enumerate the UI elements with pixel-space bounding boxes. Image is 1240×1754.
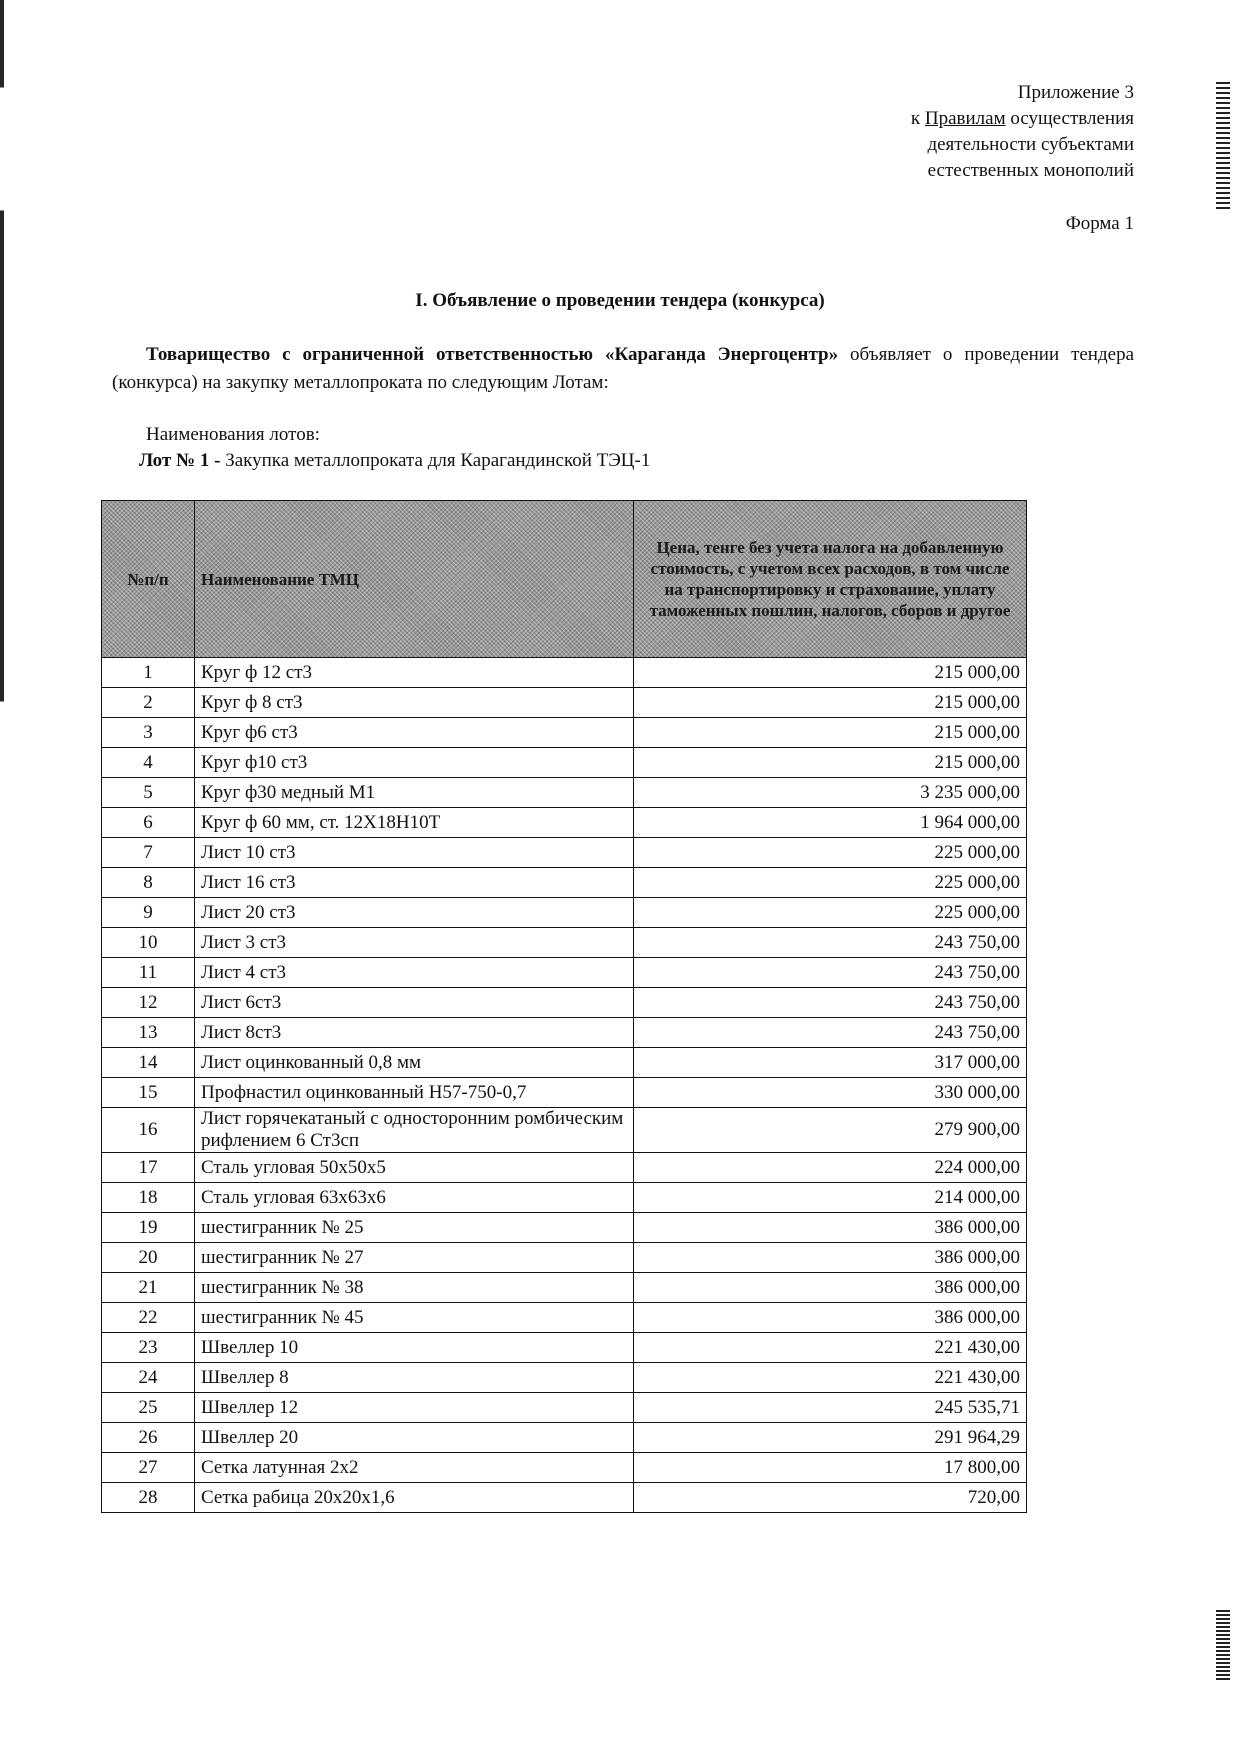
row-item-name: Лист горячекатаный с односторонним ромбическим рифлением 6 Ст3сп (195, 1108, 634, 1153)
row-number: 19 (102, 1213, 195, 1243)
lots-label: Наименования лотов: (146, 424, 320, 445)
row-price: 224 000,00 (634, 1153, 1027, 1183)
table-row (102, 1363, 1027, 1393)
header-price: Цена, тенге без учета налога на добавленную стоимость, с учетом всех расходов, в том числе на транспортировку и страхование, уплату таможенных пошлин, налогов, сборов и другое (634, 501, 1027, 658)
row-item-name: Круг ф6 ст3 (195, 718, 634, 748)
table-row (102, 898, 1027, 928)
row-number: 28 (102, 1483, 195, 1513)
header-item-name: Наименование ТМЦ (195, 501, 634, 658)
lot-description: Закупка металлопроката для Карагандинской ТЭЦ-1 (220, 450, 651, 471)
row-number: 17 (102, 1153, 195, 1183)
table-row (102, 1423, 1027, 1453)
table-row (102, 658, 1027, 688)
row-number: 14 (102, 1048, 195, 1078)
row-price: 279 900,00 (634, 1108, 1027, 1153)
table-row (102, 688, 1027, 718)
row-price: 330 000,00 (634, 1078, 1027, 1108)
row-item-name: Швеллер 8 (195, 1363, 634, 1393)
row-price: 17 800,00 (634, 1453, 1027, 1483)
row-price: 1 964 000,00 (634, 808, 1027, 838)
row-number: 27 (102, 1453, 195, 1483)
appendix-line-2: к Правилам осуществления (910, 108, 1134, 129)
row-number: 20 (102, 1243, 195, 1273)
form-label: Форма 1 (1065, 213, 1134, 234)
row-item-name: Лист 4 ст3 (195, 958, 634, 988)
row-number: 12 (102, 988, 195, 1018)
table-row (102, 838, 1027, 868)
row-price: 245 535,71 (634, 1393, 1027, 1423)
row-number: 7 (102, 838, 195, 868)
table-row (102, 778, 1027, 808)
appendix-line-3: деятельности субъектами (927, 134, 1134, 155)
row-price: 243 750,00 (634, 958, 1027, 988)
row-price: 214 000,00 (634, 1183, 1027, 1213)
row-price: 386 000,00 (634, 1303, 1027, 1333)
row-item-name: Лист 16 ст3 (195, 868, 634, 898)
row-item-name: Круг ф 60 мм, ст. 12Х18Н10Т (195, 808, 634, 838)
table-row (102, 1078, 1027, 1108)
row-price: 215 000,00 (634, 748, 1027, 778)
row-item-name: шестигранник № 45 (195, 1303, 634, 1333)
row-price: 386 000,00 (634, 1273, 1027, 1303)
row-item-name: шестигранник № 25 (195, 1213, 634, 1243)
row-item-name: Лист 20 ст3 (195, 898, 634, 928)
intro-text: объявляет о проведении тендера (конкурса) на закупку металлопроката по следующим Лотам: (112, 344, 1135, 393)
scan-edge-mark (0, 0, 4, 1754)
row-price: 215 000,00 (634, 718, 1027, 748)
lot-number: Лот № 1 - (139, 450, 221, 471)
row-item-name: Круг ф 12 ст3 (195, 658, 634, 688)
row-item-name: Сетка рабица 20х20х1,6 (195, 1483, 634, 1513)
row-item-name: Сталь угловая 63х63х6 (195, 1183, 634, 1213)
table-row (102, 1213, 1027, 1243)
row-price: 243 750,00 (634, 928, 1027, 958)
table-row (102, 1303, 1027, 1333)
table-row (102, 988, 1027, 1018)
lot-line (139, 450, 650, 472)
row-price: 291 964,29 (634, 1423, 1027, 1453)
table-row (102, 1243, 1027, 1273)
row-price: 386 000,00 (634, 1243, 1027, 1273)
row-item-name: Круг ф30 медный М1 (195, 778, 634, 808)
table-row (102, 1048, 1027, 1078)
row-item-name: Лист 8ст3 (195, 1018, 634, 1048)
row-price: 225 000,00 (634, 868, 1027, 898)
row-number: 15 (102, 1078, 195, 1108)
page-title: I. Объявление о проведении тендера (конкурса) (415, 290, 825, 311)
row-price: 317 000,00 (634, 1048, 1027, 1078)
row-number: 6 (102, 808, 195, 838)
table-row (102, 808, 1027, 838)
row-number: 11 (102, 958, 195, 988)
row-item-name: Швеллер 10 (195, 1333, 634, 1363)
row-number: 1 (102, 658, 195, 688)
row-number: 25 (102, 1393, 195, 1423)
row-price: 221 430,00 (634, 1333, 1027, 1363)
scan-margin-marks-top (1216, 82, 1230, 212)
row-price: 386 000,00 (634, 1213, 1027, 1243)
table-row (102, 1018, 1027, 1048)
row-number: 18 (102, 1183, 195, 1213)
table-row (102, 1483, 1027, 1513)
row-number: 5 (102, 778, 195, 808)
appendix-header (911, 80, 1134, 184)
row-item-name: Сталь угловая 50х50х5 (195, 1153, 634, 1183)
table-row (102, 868, 1027, 898)
scan-margin-marks-bottom (1216, 1610, 1230, 1680)
row-price: 243 750,00 (634, 1018, 1027, 1048)
table-row (102, 718, 1027, 748)
row-item-name: Сетка латунная 2х2 (195, 1453, 634, 1483)
row-number: 21 (102, 1273, 195, 1303)
row-number: 10 (102, 928, 195, 958)
row-item-name: Лист оцинкованный 0,8 мм (195, 1048, 634, 1078)
header-number: №п/п (102, 501, 195, 658)
row-number: 8 (102, 868, 195, 898)
row-price: 243 750,00 (634, 988, 1027, 1018)
items-table (101, 500, 1027, 1513)
row-number: 4 (102, 748, 195, 778)
row-number: 13 (102, 1018, 195, 1048)
row-item-name: Лист 3 ст3 (195, 928, 634, 958)
row-number: 22 (102, 1303, 195, 1333)
row-item-name: Лист 10 ст3 (195, 838, 634, 868)
appendix-line-1: Приложение 3 (1017, 82, 1134, 103)
row-item-name: Лист 6ст3 (195, 988, 634, 1018)
intro-paragraph (112, 341, 1134, 397)
table-row (102, 1333, 1027, 1363)
row-item-name: Швеллер 12 (195, 1393, 634, 1423)
table-row (102, 928, 1027, 958)
appendix-line-4: естественных монополий (927, 160, 1134, 181)
row-item-name: Круг ф10 ст3 (195, 748, 634, 778)
row-price: 215 000,00 (634, 688, 1027, 718)
row-number: 26 (102, 1423, 195, 1453)
row-item-name: Профнастил оцинкованный Н57-750-0,7 (195, 1078, 634, 1108)
row-price: 720,00 (634, 1483, 1027, 1513)
row-number: 3 (102, 718, 195, 748)
table-header-row (102, 501, 1027, 658)
table-row (102, 958, 1027, 988)
row-item-name: Швеллер 20 (195, 1423, 634, 1453)
table-row (102, 748, 1027, 778)
row-item-name: шестигранник № 38 (195, 1273, 634, 1303)
table-row (102, 1453, 1027, 1483)
row-price: 221 430,00 (634, 1363, 1027, 1393)
row-item-name: Круг ф 8 ст3 (195, 688, 634, 718)
row-number: 24 (102, 1363, 195, 1393)
row-price: 3 235 000,00 (634, 778, 1027, 808)
rules-link[interactable]: Правилам (924, 108, 1006, 129)
row-item-name: шестигранник № 27 (195, 1243, 634, 1273)
row-number: 9 (102, 898, 195, 928)
row-number: 2 (102, 688, 195, 718)
row-price: 215 000,00 (634, 658, 1027, 688)
table-row (102, 1183, 1027, 1213)
company-name: Товарищество с ограниченной ответственностью «Караганда Энергоцентр» (146, 344, 839, 365)
table-row (102, 1153, 1027, 1183)
table-row (102, 1393, 1027, 1423)
row-number: 16 (102, 1108, 195, 1153)
row-number: 23 (102, 1333, 195, 1363)
row-price: 225 000,00 (634, 838, 1027, 868)
table-row (102, 1108, 1027, 1153)
row-price: 225 000,00 (634, 898, 1027, 928)
table-row (102, 1273, 1027, 1303)
